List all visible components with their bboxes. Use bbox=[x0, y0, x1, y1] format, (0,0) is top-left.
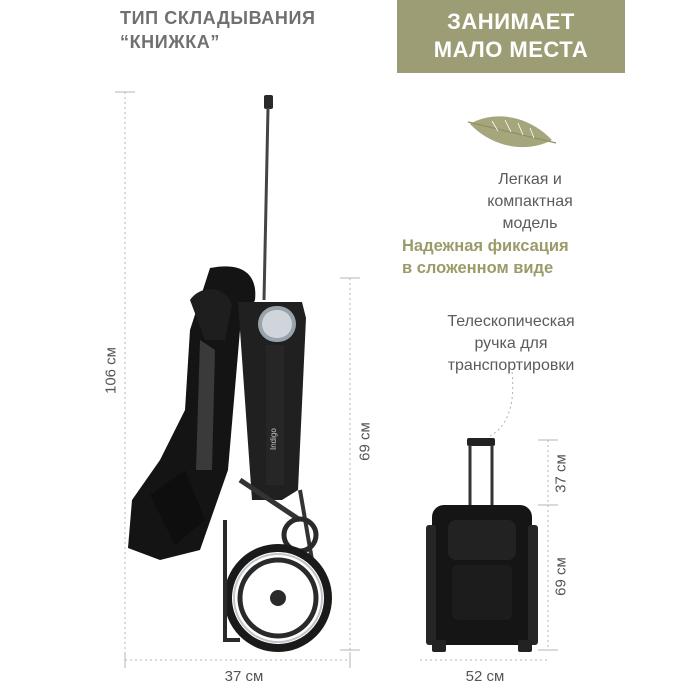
feature-handle bbox=[425, 311, 597, 377]
feature-fixation-line2: в сложенном виде bbox=[402, 259, 554, 277]
side-stroller bbox=[128, 95, 328, 648]
feather-icon bbox=[468, 116, 556, 147]
feature-handle-line2: ручка для bbox=[474, 335, 548, 352]
brand-label: Indigo bbox=[269, 428, 278, 450]
side-depth-label: 37 см bbox=[224, 668, 264, 685]
side-height-total-label: 106 см bbox=[102, 347, 120, 395]
side-depth-line bbox=[125, 652, 350, 668]
front-body-label: 69 см bbox=[552, 557, 570, 596]
fold-type-line2: “КНИЖКА” bbox=[120, 32, 220, 52]
feature-light-line2: модель bbox=[502, 215, 558, 232]
feature-fixation bbox=[402, 235, 569, 279]
front-width-label: 52 см bbox=[465, 668, 505, 685]
side-height-body-label: 69 см bbox=[356, 422, 374, 461]
feature-handle-line1: Телескопическая bbox=[447, 313, 575, 330]
badge-line2: МАЛО МЕСТА bbox=[433, 37, 589, 62]
badge-line1: ЗАНИМАЕТ bbox=[447, 9, 575, 34]
fold-type-line1: ТИП СКЛАДЫВАНИЯ bbox=[120, 8, 316, 28]
feature-fixation-line1: Надежная фиксация bbox=[402, 237, 569, 255]
feature-light-line1: Легкая и компактная bbox=[487, 171, 573, 210]
front-stroller bbox=[426, 438, 538, 652]
handle-leader-line bbox=[490, 372, 513, 436]
feature-light bbox=[455, 169, 605, 235]
feature-handle-line3: транспортировки bbox=[447, 357, 575, 374]
front-handle-label: 37 см bbox=[552, 454, 570, 493]
